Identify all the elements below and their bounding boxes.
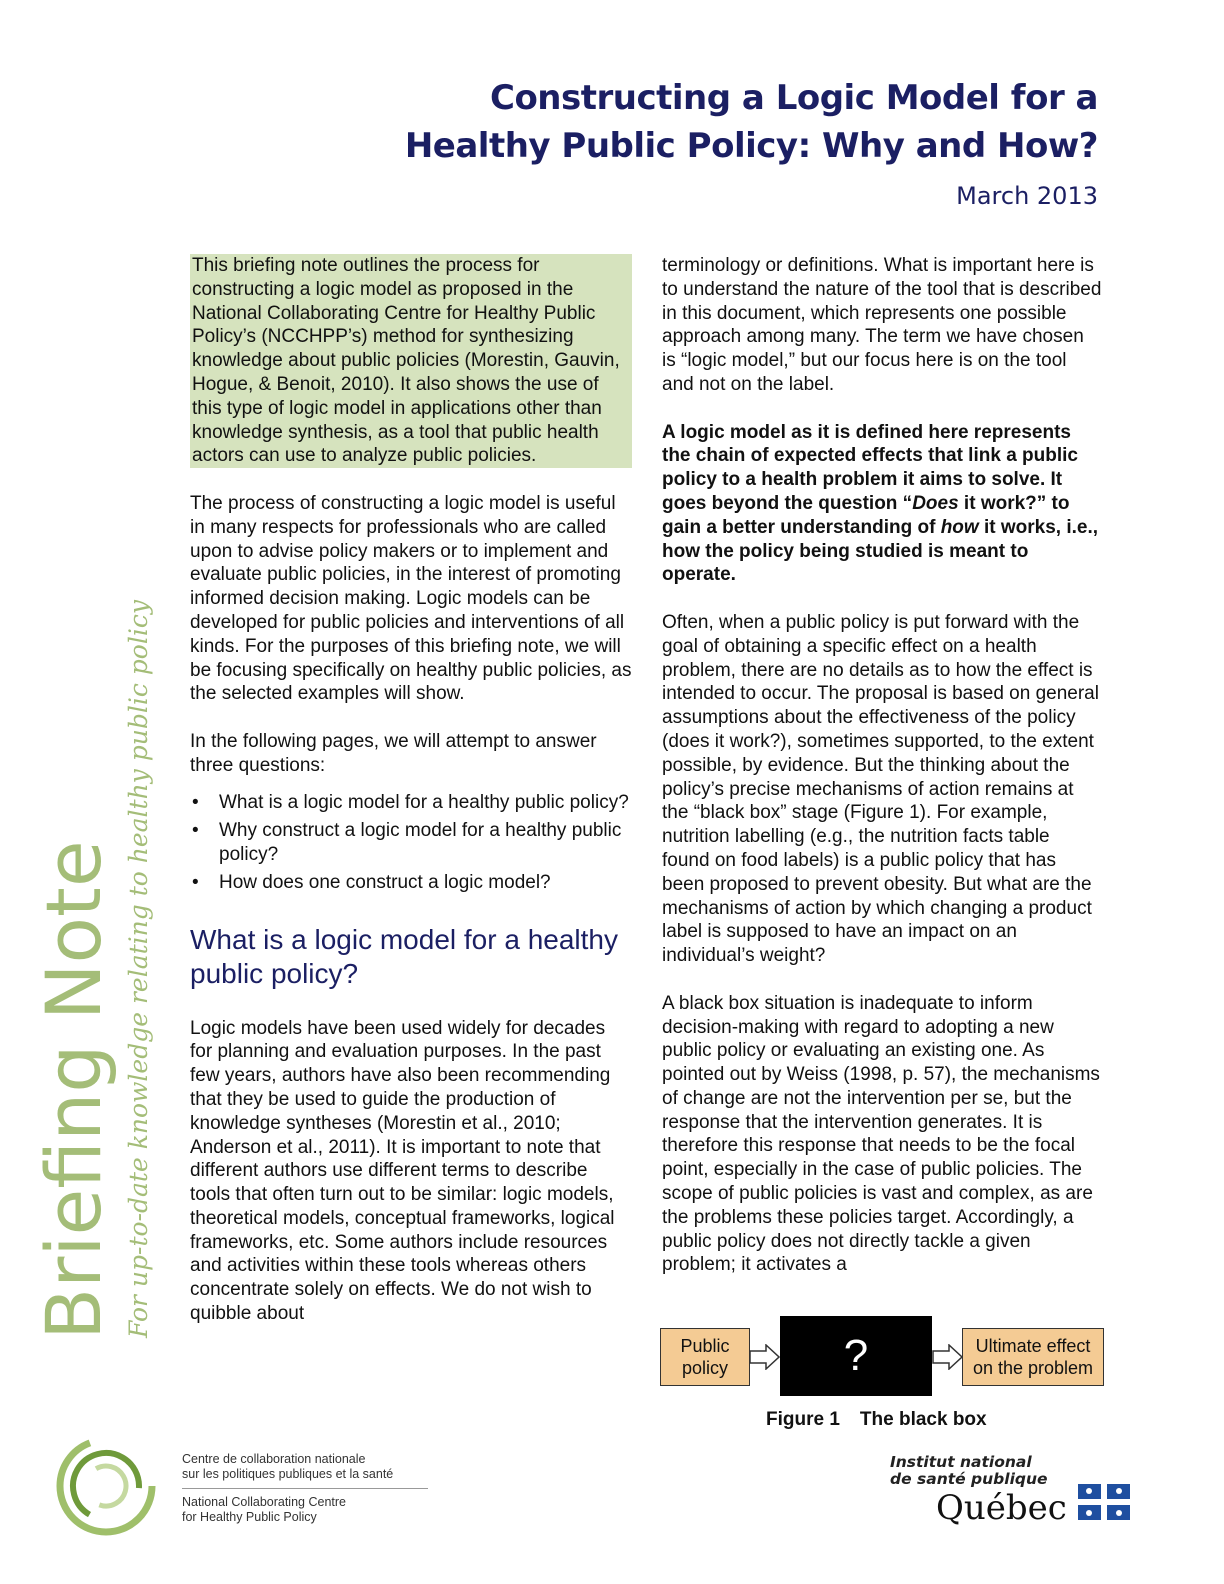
left-column	[190, 254, 632, 1350]
quebec-flag-icon	[1078, 1484, 1130, 1520]
sidebar-branding	[29, 600, 153, 1340]
ncc-english-line: for Healthy Public Policy	[182, 1510, 317, 1524]
list-item: • Why construct a logic model for a healthy public policy?	[190, 819, 632, 867]
paragraph: A black box situation is inadequate to inform decision-making with regard to adopting a new public policy or evaluating an existing one. As pointed out by Weiss (1998, p. 57), the mechanisms of change are not the intervention per se, but the response that the intervention generates. It is therefore this response that needs to be the focal point, especially in the case of public policies. The scope of public policies is vast and complex, as are the problems these policies target. Accordingly, a public policy does not directly tackle a given problem; it activates a	[662, 992, 1100, 1276]
figure-caption	[766, 1409, 1007, 1431]
paragraph: In the following pages, we will attempt to answer three questions:	[190, 730, 597, 776]
black-box: ?	[780, 1316, 932, 1396]
definition-emphasis: how	[940, 516, 979, 538]
definition-emphasis: Does	[912, 492, 959, 514]
definition-text: it works, i.e., how the policy being studied is meant to operate.	[662, 516, 1099, 586]
definition-text: it work?” to gain a better understanding of	[662, 492, 1070, 538]
figure-number: Figure 1	[766, 1409, 840, 1430]
paragraph: Logic models have been used widely for decades for planning and evaluation purposes. In the past few years, authors have also been recommending that they be used to guide the production of knowledge syntheses (Morestin et al., 2010; Anderson et al., 2011). It is important to note that different authors use different terms to describe tools that often turn out to be similar: logic models, theoretical models, conceptual frameworks, logical frameworks, etc. Some authors include resources and activities within these tools whereas others concentrate solely on effects. We do not wish to quibble about	[190, 1017, 615, 1325]
questions-list	[190, 791, 632, 894]
ncchpp-swirl-logo-icon	[56, 1436, 156, 1536]
paragraph: Often, when a public policy is put forward with the goal of obtaining a specific effect on a health problem, there are no details as to how the effect is intended to occur. The proposal is based on general assumptions about the effectiveness of the policy (does it work?), sometimes supported, to the extent possible, by evidence. But the thinking about the policy’s precise mechanisms of action remains at the “black box” stage (Figure 1). For example, nutrition labelling (e.g., the nutrition facts table found on food labels) is a public policy that has been proposed to prevent obesity. But what are the mechanisms of action by which changing a product label is supposed to have an impact on an individual’s weight?	[662, 611, 1099, 967]
briefing-note-label: Briefing Note	[29, 840, 118, 1340]
ncchpp-name	[182, 1452, 428, 1525]
definition-text: A logic model as it is defined here represents the chain of expected effects that link a public policy to a health problem it aims to solve. It goes beyond the question “	[662, 421, 1078, 514]
paragraph: terminology or definitions. What is important here is to understand the nature of the tool that is described in this document, which represents one possible approach among many. The term we have chosen is “logic model,” but our focus here is on the tool and not on the label.	[662, 255, 1102, 395]
ultimate-effect-box	[962, 1328, 1104, 1386]
inspq-line: de santé publique	[890, 1470, 1048, 1488]
ncc-english-line: National Collaborating Centre	[182, 1495, 346, 1509]
ncc-french-line: sur les politiques publiques et la santé	[182, 1467, 394, 1481]
publication-date: March 2013	[956, 182, 1098, 210]
quebec-wordmark: Québec	[936, 1488, 1067, 1528]
intro-summary-box: This briefing note outlines the process for constructing a logic model as proposed in the National Collaborating Centre for Healthy Public Policy’s (NCCHPP’s) method for synthesizing knowledge about public policies (Morestin, Gauvin, Hogue, & Benoit, 2010). It also shows the use of this type of logic model in applications other than knowledge synthesis, as a tool that public health actors can use to analyze public policies.	[190, 254, 632, 468]
box-label: Ultimate effect	[975, 1336, 1091, 1356]
sidebar-tagline: For up-to-date knowledge relating to healthy public policy	[124, 600, 153, 1338]
section-heading: What is a logic model for a healthy public policy?	[190, 923, 618, 989]
title-line-2: Healthy Public Policy: Why and How?	[404, 126, 1098, 166]
list-item: • What is a logic model for a healthy public policy?	[190, 791, 632, 815]
list-item: • How does one construct a logic model?	[190, 871, 632, 895]
paragraph: The process of constructing a logic model is useful in many respects for professionals who are called upon to advise policy makers or to implement and evaluate public policies, in the interest of promoting informed decision making. Logic models can be developed for public policies and interventions of all kinds. For the purposes of this briefing note, we will be focusing specifically on healthy public policies, as the selected examples will show.	[190, 492, 632, 705]
black-box-figure	[660, 1316, 1106, 1400]
document-title	[405, 74, 1098, 170]
box-label: on the problem	[972, 1358, 1094, 1378]
arrow-right-icon	[932, 1344, 963, 1370]
inspq-name	[890, 1454, 1048, 1488]
inspq-line: Institut national	[890, 1453, 1032, 1471]
public-policy-box	[660, 1328, 750, 1386]
right-column	[662, 254, 1102, 1301]
definition-paragraph	[662, 421, 1102, 588]
title-line-1: Constructing a Logic Model for a	[490, 78, 1098, 118]
divider	[182, 1488, 428, 1489]
box-label: Public	[680, 1336, 730, 1356]
figure-title: The black box	[859, 1409, 987, 1430]
arrow-right-icon	[749, 1344, 780, 1370]
box-label: policy	[681, 1358, 729, 1378]
ncc-french-line: Centre de collaboration nationale	[182, 1452, 366, 1466]
